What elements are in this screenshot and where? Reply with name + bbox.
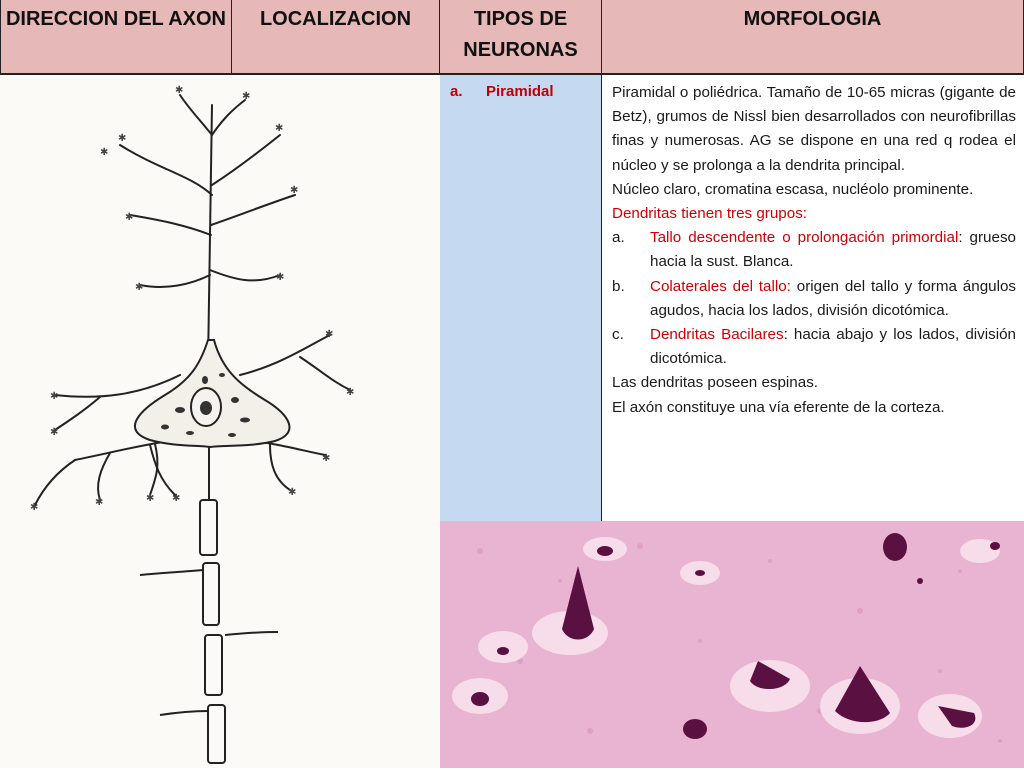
svg-text:✱: ✱ [50,427,59,438]
dendrite-groups-list [612,226,1016,371]
svg-text:✱: ✱ [276,272,285,283]
svg-text:✱: ✱ [30,502,39,513]
header-tipos-neuronas: TIPOS DE NEURONAS [440,0,602,75]
svg-text:✱: ✱ [288,487,297,498]
dendrites-heading: Dendritas tienen tres grupos: [612,205,808,223]
header-direccion-axon: DIRECCION DEL AXON [0,0,232,75]
svg-text:✱: ✱ [325,329,334,340]
svg-text:✱: ✱ [175,85,184,96]
svg-text:✱: ✱ [100,147,109,158]
header-morfologia: MORFOLOGIA [602,0,1024,75]
svg-text:✱: ✱ [346,387,355,398]
svg-text:✱: ✱ [172,493,181,504]
tipos-neuronas-cell [440,75,602,521]
svg-text:✱: ✱ [135,282,144,293]
neuron-type-item: a. Piramidal [450,83,554,100]
morph-description: Piramidal o poliédrica. Tamaño de 10-65 micras (gigante de Betz), grumos de Nissl bien desarrollados con neurofibrillas finas y numerosas. AG se dispone en una red q rodea el núcleo y se prolonga a la dendrita principal. [612,84,1016,174]
pyramidal-neuron-drawing [0,75,440,768]
svg-text:✱: ✱ [125,212,134,223]
svg-text:✱: ✱ [275,123,284,134]
axon-note: El axón constituye una vía eferente de la corteza. [612,398,945,416]
list-item: a. Tallo descendente o prolongación primordial: grueso hacia la sust. Blanca. [612,229,1016,271]
svg-text:✱: ✱ [242,91,251,102]
micrograph-svg [440,521,1024,768]
nucleus-description: Núcleo claro, cromatina escasa, nucléolo prominente. [612,180,974,198]
neuron-sketch-svg [0,75,440,768]
svg-text:✱: ✱ [95,497,104,508]
spines-note: Las dendritas poseen espinas. [612,374,819,392]
svg-text:✱: ✱ [322,453,331,464]
list-item: c. Dendritas Bacilares: hacia abajo y los lados, división dicotómica. [612,326,1016,368]
svg-text:✱: ✱ [50,391,59,402]
morfologia-cell [602,75,1024,521]
svg-text:✱: ✱ [118,133,127,144]
list-item: b. Colaterales del tallo: origen del tallo y forma ángulos agudos, hacia los lados, división dicotómica. [612,277,1017,319]
svg-text:✱: ✱ [146,493,155,504]
histology-micrograph [440,521,1024,768]
svg-text:✱: ✱ [290,185,299,196]
header-localizacion: LOCALIZACION [232,0,440,75]
